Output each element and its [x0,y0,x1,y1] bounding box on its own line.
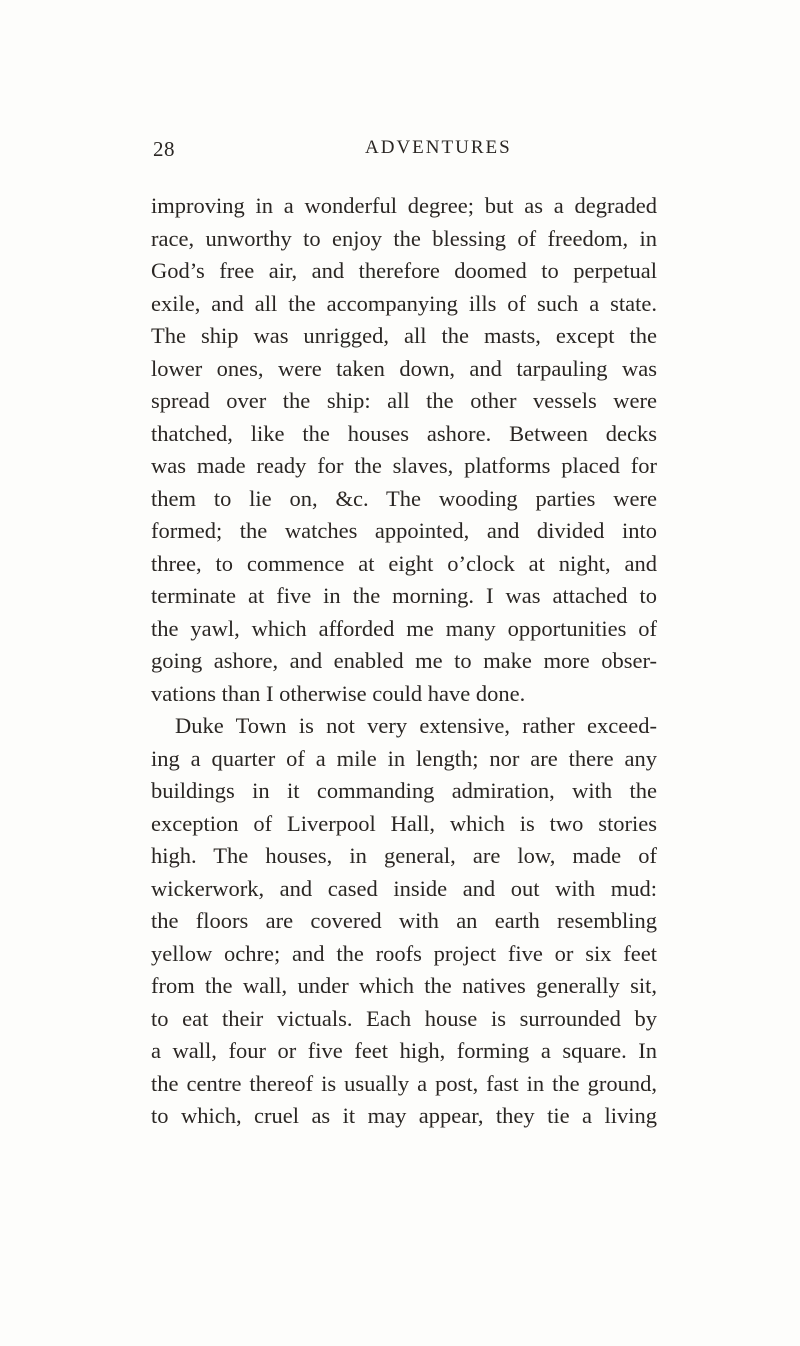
text-line: ing a quarter of a mile in length; nor are there any [151,745,657,771]
text-line: from the wall, under which the natives generally sit, [151,973,657,998]
text-line: to eat their victuals. Each house is surrounded by [151,1005,657,1031]
text-line: formed; the watches appointed, and divided into [151,518,657,543]
text-line: improving in a wonderful degree; but as a degraded [151,193,657,218]
text-line: wickerwork, and cased inside and out with mud: [151,875,657,901]
running-header [153,137,653,167]
text-line: yellow ochre; and the roofs project five or six feet [151,940,657,966]
text-line: terminate at five in the morning. I was attached to [151,583,657,608]
text-line: a wall, four or five feet high, forming a square. In [151,1038,657,1063]
text-line: exception of Liverpool Hall, which is two stories [151,810,657,836]
text-line: the floors are covered with an earth resembling [151,908,657,933]
body-text [151,190,657,1133]
text-line: lower ones, were taken down, and tarpauling was [151,355,657,381]
text-line: was made ready for the slaves, platforms placed for [151,453,657,478]
text-line: exile, and all the accompanying ills of such a state. [151,290,657,316]
text-line: thatched, like the houses ashore. Between decks [151,420,657,446]
text-line: them to lie on, &c. The wooding parties were [151,485,657,511]
text-line: God’s free air, and therefore doomed to perpetual [151,258,657,283]
text-line: the yawl, which afforded me many opportunities of [151,615,657,641]
text-line: race, unworthy to enjoy the blessing of freedom, in [151,225,657,251]
text-line: three, to commence at eight o’clock at night, and [151,550,657,576]
running-title: ADVENTURES [365,137,512,158]
text-line: Duke Town is not very extensive, rather exceed- [175,713,657,738]
text-line: spread over the ship: all the other vessels were [151,388,657,413]
text-line: high. The houses, in general, are low, made of [151,843,657,868]
text-line: buildings in it commanding admiration, with the [151,778,657,803]
text-line: to which, cruel as it may appear, they tie a living [151,1103,657,1128]
text-line: the centre thereof is usually a post, fast in the ground, [151,1070,657,1096]
text-line: vations than I otherwise could have done. [151,680,526,706]
text-line: The ship was unrigged, all the masts, except the [151,323,657,348]
text-line: going ashore, and enabled me to make more obser- [151,648,657,673]
page-number: 28 [153,137,175,161]
